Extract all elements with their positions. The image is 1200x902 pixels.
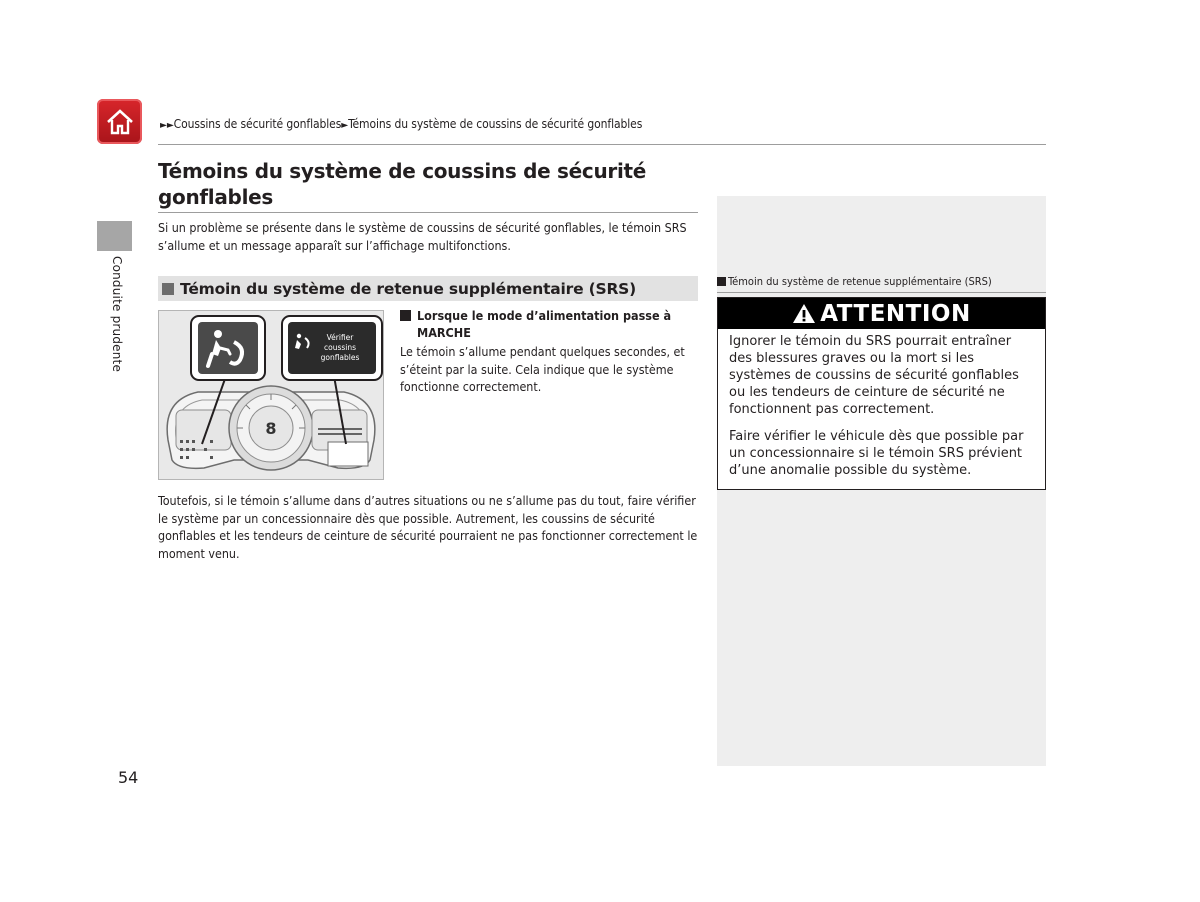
section-marker-icon — [162, 283, 174, 295]
breadcrumb-arrow-icon: ►► — [160, 120, 174, 131]
note-rule — [717, 292, 1046, 293]
header-rule — [158, 144, 1046, 145]
display-message-line: gonflables — [320, 353, 360, 362]
condition-line: Lorsque le mode d’alimentation passe à — [417, 308, 672, 323]
title-rule — [158, 212, 698, 213]
svg-text:8: 8 — [265, 419, 277, 438]
chapter-tab[interactable] — [97, 221, 132, 251]
display-message-line: coussins — [323, 343, 357, 352]
breadcrumb-item[interactable]: Coussins de sécurité gonflables — [173, 117, 342, 131]
intro-paragraph: Si un problème se présente dans le système de coussins de sécurité gonflables, le témoin SRS s’allume et un message apparaît sur l’affichage multifonctions. — [158, 220, 687, 253]
condition-heading — [400, 307, 700, 341]
warning-box — [717, 297, 1046, 490]
home-icon — [105, 108, 135, 136]
warning-header — [718, 298, 1045, 329]
condition-marker-icon — [400, 310, 411, 321]
condition-body: Le témoin s’allume pendant quelques secondes, et s’éteint par la suite. Cela indique que le système fonctionne correctement. — [400, 344, 685, 394]
instrument-panel-illustration — [158, 310, 384, 480]
section-heading-text: Témoin du système de retenue supplémentaire (SRS) — [180, 279, 637, 298]
body-paragraph: Toutefois, si le témoin s’allume dans d’autres situations ou ne s’allume pas du tout, faire vérifier le système par un concessionnaire dès que possible. Autrement, les coussins de sécurité gonflables et les tendeurs de ceinture de sécurité pourraient ne pas fonctionner correctement le moment venu. — [158, 493, 698, 562]
warning-triangle-icon — [792, 303, 816, 324]
breadcrumb — [160, 117, 642, 131]
breadcrumb-arrow-icon: ► — [341, 120, 349, 131]
reference-icon — [717, 277, 726, 286]
display-message-line: Vérifier — [326, 333, 354, 342]
chapter-label: Conduite prudente — [110, 256, 124, 373]
condition-line: MARCHE — [417, 325, 471, 340]
warning-text: Faire vérifier le véhicule dès que possible par un concessionnaire si le témoin SRS prévient d’une anomalie possible du système. — [729, 429, 1024, 478]
note-reference[interactable] — [717, 275, 992, 288]
note-reference-text: Témoin du système de retenue supplémentaire (SRS) — [728, 275, 992, 288]
page-number: 54 — [118, 768, 139, 787]
warning-label: ATTENTION — [820, 300, 971, 327]
section-heading — [158, 276, 698, 301]
warning-text: Ignorer le témoin du SRS pourrait entraîner des blessures graves ou la mort si les systèmes de coussins de sécurité gonflables ou les tendeurs de ceinture de sécurité ne fonctionnent pas correctement. — [729, 334, 1019, 417]
breadcrumb-item[interactable]: Témoins du système de coussins de sécurité gonflables — [348, 117, 643, 131]
home-button[interactable] — [97, 99, 142, 144]
page-title: Témoins du système de coussins de sécurité gonflables — [158, 159, 647, 209]
